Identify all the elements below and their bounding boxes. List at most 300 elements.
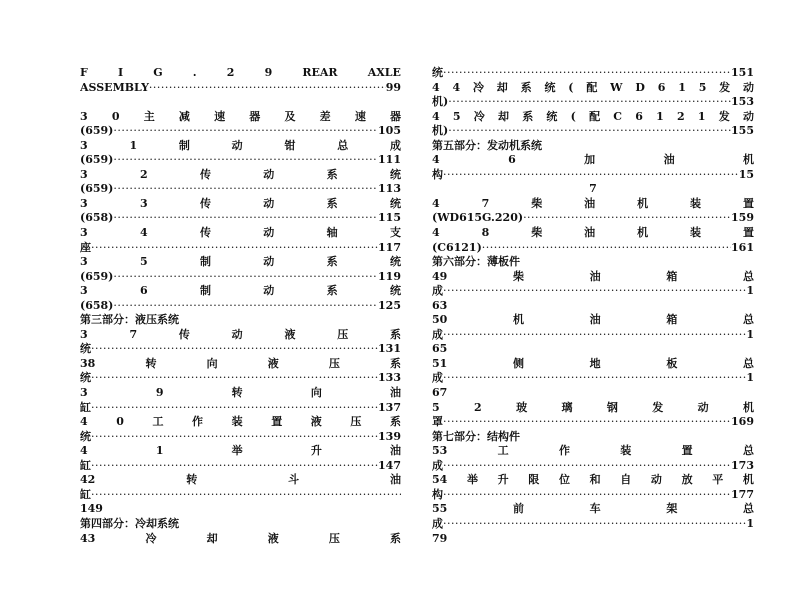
toc-entry-line: [432, 328, 754, 343]
entry-label: 统: [80, 371, 91, 385]
heading-char: 却: [497, 109, 509, 123]
heading-char: 54: [432, 473, 448, 487]
heading-char: 液: [284, 327, 296, 341]
toc-text-line: 第五部分：发动机系统: [432, 138, 542, 152]
heading-char: 43: [80, 531, 96, 545]
heading-char: 压: [328, 356, 340, 370]
toc-heading-line: [80, 139, 401, 154]
heading-char: 油: [389, 473, 401, 487]
toc-entry-line: [432, 517, 754, 532]
heading-char: 升: [310, 444, 322, 458]
entry-label: 缸: [80, 400, 91, 414]
entry-label: (WD615G.220): [432, 211, 524, 225]
heading-char: 却: [206, 531, 218, 545]
heading-char: 柴: [531, 196, 543, 210]
heading-char: 限: [528, 473, 540, 487]
heading-char: 柴: [512, 269, 524, 283]
heading-char: 总: [743, 313, 754, 327]
heading-char: 传: [199, 226, 211, 240]
toc-heading-line: [80, 532, 401, 547]
heading-char: 2: [226, 66, 235, 79]
page-number: 177: [731, 487, 754, 501]
heading-char: (: [570, 109, 576, 123]
dot-leader: [113, 299, 378, 314]
heading-char: 总: [337, 138, 349, 152]
toc-heading-line: [80, 444, 401, 459]
toc-heading-line: [80, 255, 401, 270]
toc-entry-line: [432, 66, 754, 81]
heading-char: 1: [697, 109, 706, 123]
toc-text-line: 67: [432, 386, 448, 400]
heading-char: I: [117, 66, 124, 79]
page-number: 119: [378, 269, 401, 283]
toc-heading-line: [80, 328, 401, 343]
toc-entry-line: [432, 371, 754, 386]
heading-char: 系: [389, 531, 401, 545]
entry-label: (C6121): [432, 240, 482, 254]
heading-char: 前: [512, 502, 524, 516]
heading-char: 3: [80, 138, 88, 152]
heading-char: 璃: [561, 400, 573, 414]
heading-char: 转: [231, 386, 243, 400]
dot-leader: [443, 488, 731, 503]
dot-leader: [91, 488, 401, 503]
heading-char: 动: [263, 284, 275, 298]
heading-char: 9: [264, 66, 273, 79]
page-number: 111: [378, 153, 401, 167]
heading-char: 总: [743, 502, 754, 516]
entry-label: 构: [432, 487, 443, 501]
heading-char: 3: [80, 167, 88, 181]
heading-char: 装: [620, 444, 632, 458]
heading-char: 1: [155, 444, 164, 458]
heading-char: 统: [544, 80, 556, 94]
toc-text-line: 7: [589, 182, 597, 196]
entry-label: 成: [432, 458, 443, 472]
heading-char: 却: [496, 80, 508, 94]
toc-heading-line: [80, 415, 401, 430]
dot-leader: [113, 270, 378, 285]
entry-label: 成: [432, 371, 443, 385]
heading-char: 0: [116, 415, 124, 429]
heading-char: 4: [452, 80, 461, 94]
heading-char: 油: [589, 313, 601, 327]
heading-char: 置: [271, 415, 283, 429]
heading-char: 1: [129, 138, 138, 152]
heading-char: 钢: [606, 400, 618, 414]
dot-leader: [113, 182, 378, 197]
entry-label: 成: [432, 284, 443, 298]
heading-char: 玻: [516, 400, 528, 414]
heading-char: 3: [80, 284, 88, 298]
toc-entry-line: [80, 459, 401, 474]
page-number: 15: [738, 167, 754, 181]
dot-leader: [482, 241, 731, 256]
page-number: 139: [378, 429, 401, 443]
heading-char: 系: [390, 327, 401, 341]
page-number: 173: [731, 458, 754, 472]
heading-char: 放: [681, 473, 693, 487]
toc-entry-line: [80, 211, 401, 226]
dot-leader: [443, 66, 731, 81]
dot-leader: [91, 459, 378, 474]
heading-char: 6: [508, 153, 516, 167]
heading-char: 柴: [531, 226, 543, 240]
entry-label: 成: [432, 516, 443, 530]
heading-char: 差: [319, 109, 331, 123]
heading-char: 动: [697, 400, 709, 414]
page-number: 117: [378, 240, 401, 254]
dot-leader: [443, 517, 746, 532]
toc-heading-line: [80, 386, 401, 401]
toc-heading-line: [432, 502, 754, 517]
heading-char: 动: [650, 473, 662, 487]
dot-leader: [443, 459, 731, 474]
page-number: 133: [378, 371, 401, 385]
toc-entry-line: [80, 299, 401, 314]
heading-char: 3: [80, 255, 88, 269]
heading-char: 升: [497, 473, 509, 487]
toc-heading-line: [80, 110, 401, 125]
dot-leader: [91, 241, 378, 256]
heading-char: 油: [584, 226, 596, 240]
heading-char: 1: [656, 109, 664, 123]
toc-heading-line: [432, 401, 754, 416]
page-number: 169: [731, 415, 754, 429]
heading-char: 液: [267, 356, 279, 370]
heading-char: 及: [284, 109, 296, 123]
toc-heading-line: [432, 226, 754, 241]
heading-char: 系: [522, 109, 534, 123]
heading-char: 配: [586, 80, 598, 94]
heading-char: 油: [589, 269, 601, 283]
heading-char: 油: [390, 444, 401, 458]
heading-char: 举: [466, 473, 478, 487]
heading-char: 器: [390, 109, 401, 123]
heading-char: 机: [742, 400, 754, 414]
heading-char: 统: [389, 196, 401, 210]
heading-char: 统: [389, 167, 401, 181]
dot-leader: [91, 401, 378, 416]
heading-char: 动: [263, 196, 275, 210]
heading-char: 箱: [666, 313, 678, 327]
heading-char: 系: [520, 80, 532, 94]
heading-char: 工: [497, 444, 509, 458]
heading-char: 5: [452, 109, 461, 123]
dot-leader: [523, 211, 731, 226]
page-number: 99: [385, 80, 401, 94]
heading-char: 机: [637, 196, 649, 210]
toc-entry-line: [80, 182, 401, 197]
heading-char: 动: [263, 226, 275, 240]
heading-char: .: [192, 66, 197, 79]
heading-char: 42: [80, 473, 96, 487]
page-number: 1: [746, 284, 754, 298]
heading-char: 51: [432, 356, 448, 370]
entry-label: (659): [80, 269, 114, 283]
heading-char: 动: [231, 327, 243, 341]
heading-char: 2: [677, 109, 685, 123]
heading-char: 配: [589, 109, 601, 123]
heading-char: REAR: [302, 66, 338, 79]
heading-char: 主: [143, 109, 155, 123]
page-number: 1: [746, 371, 754, 385]
page-number: 105: [378, 124, 401, 138]
toc-heading-line: [80, 357, 401, 372]
heading-char: 53: [432, 444, 448, 458]
dot-leader: [443, 328, 746, 343]
heading-char: 置: [681, 444, 693, 458]
heading-char: 和: [589, 473, 601, 487]
entry-label: (659): [80, 182, 114, 196]
heading-char: 总: [743, 269, 754, 283]
heading-char: 50: [432, 313, 448, 327]
dot-leader: [443, 284, 746, 299]
toc-entry-line: [432, 415, 754, 430]
toc-entry-line: [432, 459, 754, 474]
entry-label: ASSEMBLY: [80, 80, 149, 94]
heading-char: 冷: [472, 80, 484, 94]
heading-char: 4: [139, 226, 148, 240]
heading-char: 5: [432, 400, 440, 414]
heading-char: 冷: [145, 531, 157, 545]
toc-entry-line: [80, 430, 401, 445]
toc-entry-line: [80, 401, 401, 416]
heading-char: 板: [666, 356, 678, 370]
heading-char: 3: [80, 109, 88, 123]
heading-char: 49: [432, 269, 448, 283]
heading-char: G: [153, 66, 163, 79]
entry-label: (659): [80, 124, 114, 138]
heading-char: 车: [589, 502, 601, 516]
toc-heading-line: [80, 284, 401, 299]
heading-char: 举: [231, 444, 243, 458]
heading-char: 工: [152, 415, 164, 429]
page-number: 159: [731, 211, 754, 225]
heading-char: 机: [512, 313, 524, 327]
heading-char: 架: [666, 502, 678, 516]
heading-char: 动: [231, 138, 243, 152]
heading-char: 统: [389, 284, 401, 298]
toc-entry-line: [432, 488, 754, 503]
heading-char: 向: [310, 386, 322, 400]
heading-char: 2: [139, 167, 148, 181]
toc-entry-line: [432, 284, 754, 299]
heading-char: 作: [192, 415, 204, 429]
heading-char: 侧: [512, 356, 524, 370]
heading-char: 7: [481, 196, 490, 210]
heading-char: 动: [263, 167, 275, 181]
toc-heading-line: [80, 226, 401, 241]
heading-char: 液: [310, 415, 322, 429]
heading-char: 7: [129, 327, 138, 341]
heading-char: 5: [139, 255, 148, 269]
toc-entry-line: [80, 241, 401, 256]
heading-char: 5: [698, 80, 707, 94]
toc-entry-line: [80, 371, 401, 386]
heading-char: 9: [155, 386, 164, 400]
toc-entry-line: [80, 488, 401, 503]
toc-entry-line: [80, 81, 401, 96]
blank-line: [80, 95, 401, 110]
page-number: 115: [378, 211, 401, 225]
heading-char: 位: [558, 473, 570, 487]
toc-text-line: 149: [80, 502, 103, 516]
dot-leader: [91, 430, 378, 445]
toc-text-line: 第七部分：结构件: [432, 429, 520, 443]
entry-label: 统: [80, 429, 91, 443]
heading-char: 统: [546, 109, 558, 123]
heading-char: 传: [199, 167, 211, 181]
dot-leader: [443, 415, 731, 430]
entry-label: 罩: [432, 415, 443, 429]
toc-heading-line: [80, 168, 401, 183]
toc-heading-line: [432, 197, 754, 212]
heading-char: 4: [432, 153, 440, 167]
heading-char: 置: [742, 226, 754, 240]
heading-char: 1: [678, 80, 686, 94]
heading-char: W: [610, 80, 623, 94]
dot-leader: [113, 211, 378, 226]
heading-char: 地: [589, 356, 601, 370]
heading-char: 轴: [326, 226, 338, 240]
heading-char: 发: [719, 80, 731, 94]
heading-char: 发: [652, 400, 664, 414]
toc-text-line: 第六部分：薄板件: [432, 255, 520, 269]
heading-char: 6: [657, 80, 666, 94]
page-number: 161: [731, 240, 754, 254]
heading-char: 支: [389, 226, 401, 240]
heading-char: 动: [263, 255, 275, 269]
heading-char: 系: [326, 196, 338, 210]
dot-leader: [443, 168, 739, 183]
heading-char: 总: [742, 444, 754, 458]
heading-char: F: [80, 66, 88, 79]
toc-heading-line: [80, 66, 401, 81]
heading-char: 制: [199, 255, 211, 269]
toc-heading-line: [432, 313, 754, 328]
heading-char: 系: [326, 284, 338, 298]
heading-char: 2: [474, 400, 482, 414]
dot-leader: [91, 371, 378, 386]
dot-leader: [91, 342, 378, 357]
heading-char: 6: [139, 284, 148, 298]
toc-text-line: 79: [432, 531, 448, 545]
heading-char: 机: [637, 226, 649, 240]
heading-char: 传: [199, 196, 211, 210]
toc-left-column: [80, 66, 401, 546]
dot-leader: [448, 124, 731, 139]
entry-label: 缸: [80, 458, 91, 472]
heading-char: 6: [635, 109, 643, 123]
heading-char: 3: [80, 226, 88, 240]
toc-entry-line: [432, 211, 754, 226]
entry-label: (658): [80, 298, 114, 312]
toc-heading-line: [432, 153, 754, 168]
heading-char: 统: [389, 255, 401, 269]
heading-char: 系: [326, 255, 338, 269]
toc-entry-line: [80, 270, 401, 285]
toc-entry-line: [432, 95, 754, 110]
heading-char: D: [635, 80, 645, 94]
toc-entry-line: [432, 241, 754, 256]
heading-char: 8: [481, 226, 490, 240]
dot-leader: [448, 95, 731, 110]
heading-char: 发: [718, 109, 730, 123]
toc-heading-line: [432, 357, 754, 372]
dot-leader: [113, 153, 378, 168]
page-number: 137: [378, 400, 401, 414]
toc-entry-line: [432, 124, 754, 139]
entry-label: 统: [80, 342, 91, 356]
heading-char: 机: [742, 473, 754, 487]
entry-label: 机): [432, 124, 449, 138]
heading-char: 转: [145, 356, 157, 370]
heading-char: 成: [390, 138, 401, 152]
page-number: 151: [731, 66, 754, 79]
toc-heading-line: [432, 270, 754, 285]
heading-char: 液: [267, 531, 279, 545]
heading-char: 传: [178, 327, 190, 341]
heading-char: 4: [80, 444, 88, 458]
heading-char: 3: [80, 196, 88, 210]
entry-label: 机): [432, 95, 449, 109]
page-number: 1: [746, 327, 754, 341]
heading-char: 器: [249, 109, 261, 123]
page-number: 153: [731, 95, 754, 109]
heading-char: 动: [742, 109, 754, 123]
heading-char: 总: [743, 356, 754, 370]
heading-char: 作: [558, 444, 570, 458]
heading-char: 动: [743, 80, 754, 94]
heading-char: 油: [663, 153, 675, 167]
heading-char: 压: [337, 327, 349, 341]
heading-char: 系: [326, 167, 338, 181]
heading-char: 制: [199, 284, 211, 298]
heading-char: 向: [206, 356, 218, 370]
heading-char: 压: [350, 415, 362, 429]
page-number: 125: [378, 298, 401, 312]
heading-char: 装: [690, 226, 701, 240]
heading-char: 制: [178, 138, 190, 152]
toc-entry-line: [432, 168, 754, 183]
toc-heading-line: [432, 473, 754, 488]
heading-char: 装: [690, 196, 701, 210]
heading-char: (: [568, 80, 574, 94]
heading-char: 3: [80, 327, 88, 341]
toc-text-line: 63: [432, 298, 448, 312]
toc-heading-line: [80, 473, 401, 488]
dot-leader: [443, 371, 746, 386]
toc-entry-line: [80, 153, 401, 168]
heading-char: 速: [354, 109, 366, 123]
toc-entry-line: [80, 124, 401, 139]
heading-char: AXLE: [367, 66, 401, 79]
heading-char: 油: [584, 196, 596, 210]
entry-label: (659): [80, 153, 114, 167]
toc-heading-line: [432, 81, 754, 96]
heading-char: 4: [432, 226, 440, 240]
heading-char: 55: [432, 502, 448, 516]
toc-right-column: [432, 66, 754, 546]
toc-text-line: 第四部分：冷却系统: [80, 516, 179, 530]
toc-heading-line: [80, 197, 401, 212]
entry-label: 成: [432, 327, 443, 341]
heading-char: 3: [139, 196, 148, 210]
heading-char: 4: [432, 80, 440, 94]
page-number: 155: [731, 124, 754, 138]
page-number: 1: [746, 516, 754, 530]
